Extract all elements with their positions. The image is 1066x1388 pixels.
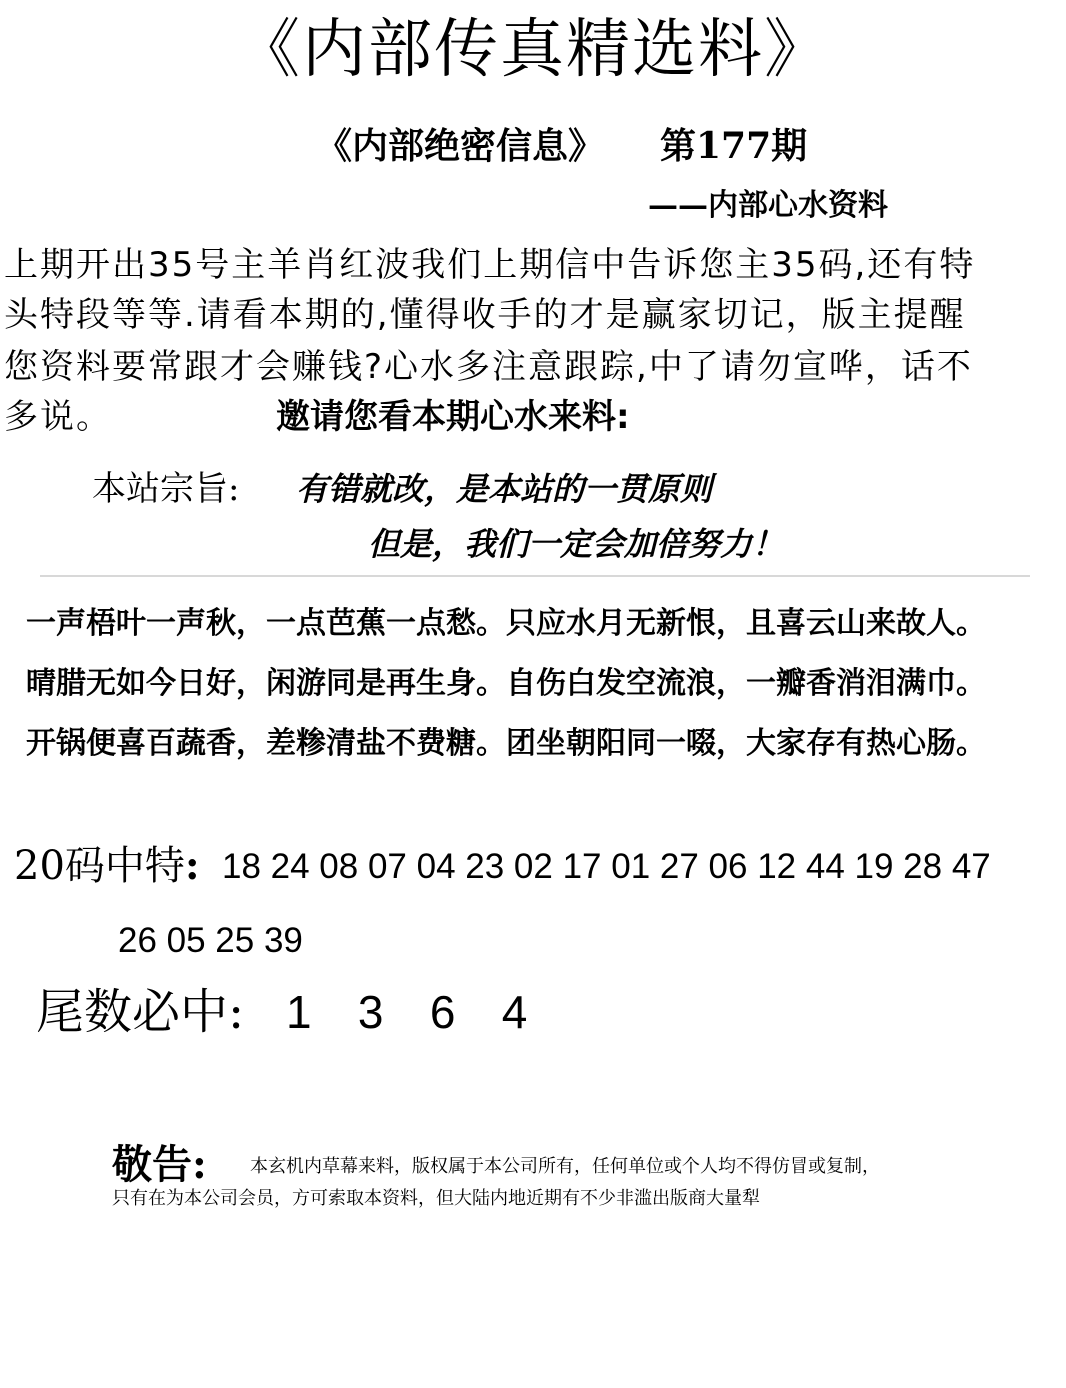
- poem-line: 一声梧叶一声秋，一点芭蕉一点愁。只应水月无新恨，且喜云山来故人。: [26, 606, 986, 641]
- invite-text: 邀请您看本期心水来料:: [276, 397, 630, 437]
- numbers-line: 26 05 25 39: [118, 921, 303, 960]
- numbers-line: 18 24 08 07 04 23 02 17 01 27 06 12 44 19 28 47: [222, 847, 991, 886]
- numbers-label-colon: :: [184, 842, 200, 889]
- issue-number: 第177期: [660, 125, 808, 167]
- source-line: ——内部心水资料: [648, 188, 888, 223]
- notice-label: 敬告:: [112, 1141, 207, 1188]
- intro-line: 头特段等等.请看本期的,懂得收手的才是赢家切记，版主提醒: [4, 295, 966, 335]
- notice-line: 本玄机内草幕来料，版权属于本公司所有，任何单位或个人均不得仿冒或复制，: [250, 1156, 880, 1177]
- motto-line: 但是，我们一定会加倍努力！: [368, 525, 785, 563]
- numbers-label: [14, 838, 200, 894]
- subtitle: 《内部绝密信息》: [316, 125, 605, 167]
- motto-label: 本站宗旨:: [92, 469, 240, 509]
- poem-line: 开锅便喜百蔬香，差糁清盐不费糖。团坐朝阳同一啜，大家存有热心肠。: [26, 726, 986, 761]
- intro-line: 上期开出35号主羊肖红波我们上期信中告诉您主35码,还有特: [4, 245, 976, 285]
- poem-line: 晴腊无如今日好，闲游同是再生身。自伤白发空流浪，一瓣香消泪满巾。: [26, 666, 986, 701]
- tail-label: 尾数必中:: [36, 984, 245, 1040]
- notice-line: 只有在为本公司会员，方可索取本资料，但大陆内地近期有不少非滥出版商大量犁: [112, 1188, 760, 1209]
- tail-digits: 1 3 6 4: [286, 986, 530, 1038]
- motto-line: 有错就改，是本站的一贯原则: [296, 470, 713, 508]
- divider: [40, 575, 1030, 577]
- intro-line: 您资料要常跟才会赚钱?心水多注意跟踪,中了请勿宣哗，话不: [4, 347, 973, 387]
- page-title: 《内部传真精选料》: [236, 13, 830, 87]
- numbers-label-text: 20码中特: [14, 843, 185, 889]
- intro-line: 多说。: [4, 397, 112, 437]
